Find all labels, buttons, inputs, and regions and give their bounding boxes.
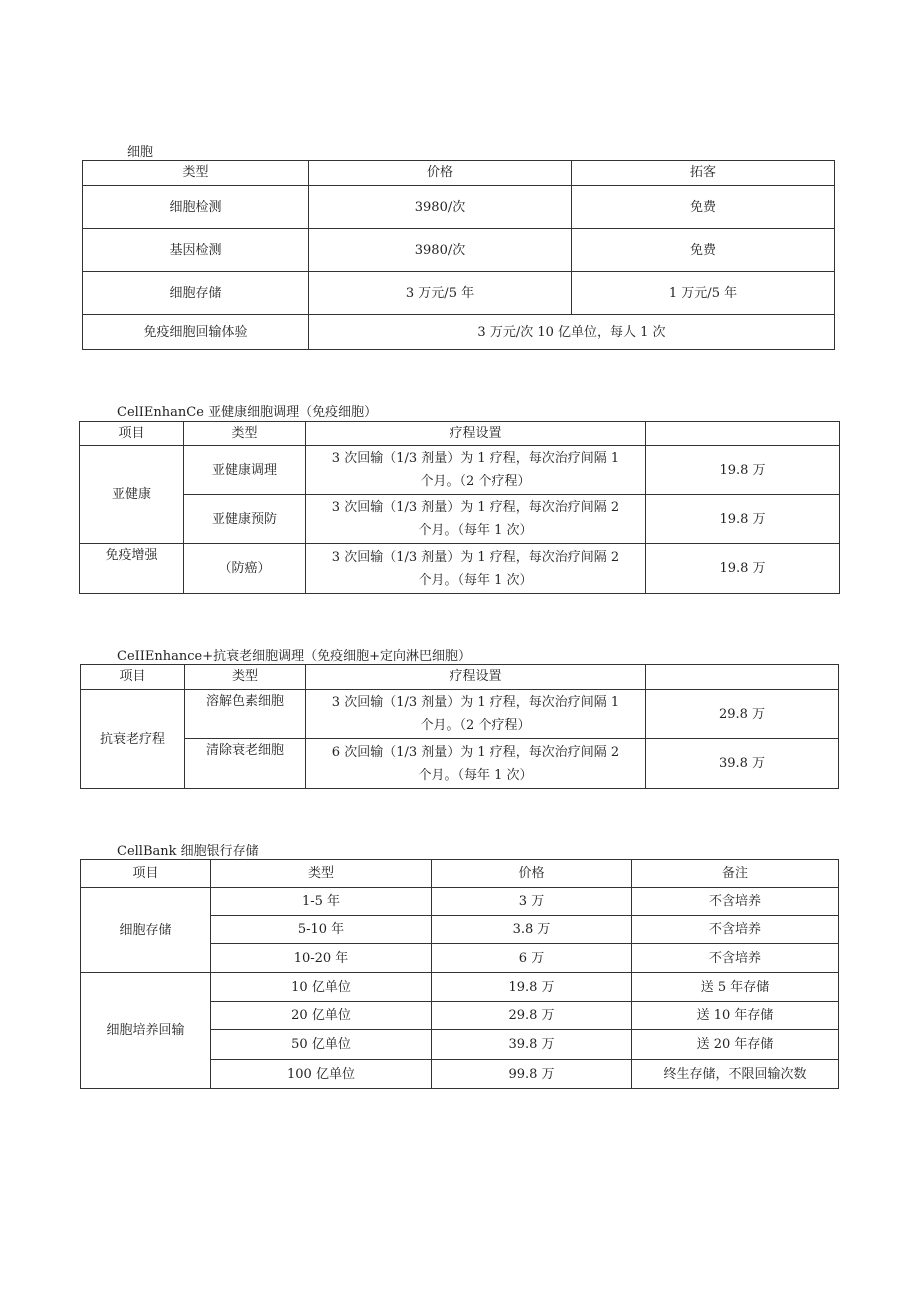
course-line: 个月。（每年 1 次）: [418, 572, 533, 588]
course-line: 个月。（每年 1 次）: [418, 767, 533, 783]
table-row: [83, 186, 835, 229]
cell-promo: 免费: [572, 229, 835, 272]
cell-type: 100 亿单位: [211, 1060, 432, 1089]
table-row: [80, 446, 840, 495]
cell-course: [306, 690, 646, 739]
cell-services-table: [82, 160, 835, 350]
cell-course: [306, 544, 646, 594]
cell-price: 19.8 万: [646, 495, 840, 544]
cell-price: 29.8 万: [646, 690, 839, 739]
cell-course: [306, 739, 646, 789]
cell-type: 基因检测: [83, 229, 309, 272]
table-row: [83, 229, 835, 272]
cell-type: 清除衰老细胞: [185, 739, 306, 789]
course-line: 3 次回输（1/3 剂量）为 1 疗程，每次治疗间隔 1: [331, 695, 620, 710]
cell-type: 10-20 年: [211, 944, 432, 973]
header-type: 类型: [211, 860, 432, 888]
cell-price: 39.8 万: [432, 1030, 632, 1060]
cell-type: 50 亿单位: [211, 1030, 432, 1060]
cell-price-merged: 3 万元/次 10 亿单位，每人 1 次: [309, 315, 835, 350]
anti-aging-table: [80, 664, 839, 789]
cell-price: 6 万: [432, 944, 632, 973]
cell-type: （防癌）: [184, 544, 306, 594]
header-price: [646, 665, 839, 690]
header-promo: 拓客: [572, 161, 835, 186]
course-line: 个月。（每年 1 次）: [418, 523, 533, 538]
table-row: [80, 544, 840, 594]
cell-type: 细胞存储: [83, 272, 309, 315]
cell-note: 送 10 年存储: [632, 1002, 839, 1030]
cell-course: [306, 495, 646, 544]
header-item: 项目: [81, 860, 211, 888]
cell-note: 送 5 年存储: [632, 973, 839, 1002]
table2-caption: CelIEnhanCe 亚健康细胞调理（免疫细胞）: [117, 405, 378, 420]
header-item: 项目: [80, 422, 184, 446]
cell-type: 亚健康预防: [184, 495, 306, 544]
table3-caption: CeIIEnhance+抗衰老细胞调理（免疫细胞+定向淋巴细胞）: [117, 649, 472, 664]
table1-caption: 细胞: [127, 145, 154, 160]
table-row: [83, 315, 835, 350]
cell-type: 1-5 年: [211, 888, 432, 916]
table-row: [81, 973, 839, 1002]
cell-price: 39.8 万: [646, 739, 839, 789]
cell-type: 细胞检测: [83, 186, 309, 229]
table-row: [81, 888, 839, 916]
group-subhealth: 亚健康: [80, 446, 184, 544]
course-line: 个月。（2 个疗程）: [420, 718, 531, 733]
header-price: 价格: [432, 860, 632, 888]
cell-type: 10 亿单位: [211, 973, 432, 1002]
header-price: [646, 422, 840, 446]
cell-type: 亚健康调理: [184, 446, 306, 495]
cell-price: 3 万元/5 年: [309, 272, 572, 315]
cell-note: 送 20 年存储: [632, 1030, 839, 1060]
group-culture: 细胞培养回输: [81, 973, 211, 1089]
table-row: [83, 272, 835, 315]
course-line: 3 次回输（1/3 剂量）为 1 疗程，每次治疗间隔 1: [331, 451, 620, 466]
group-immunity: 免疫增强: [80, 544, 184, 594]
cell-note: 终生存储，不限回输次数: [632, 1060, 839, 1089]
table-row: [81, 739, 839, 789]
cell-price: 19.8 万: [646, 446, 840, 495]
cell-price: 3980/次: [309, 229, 572, 272]
cell-type: 5-10 年: [211, 916, 432, 944]
course-line: 3 次回输（1/3 剂量）为 1 疗程，每次治疗间隔 2: [331, 549, 620, 565]
table4-caption: CellBank 细胞银行存储: [117, 844, 259, 859]
cellbank-table: [80, 859, 839, 1089]
cell-price: 3980/次: [309, 186, 572, 229]
course-line: 个月。（2 个疗程）: [420, 474, 531, 489]
table-row: [80, 495, 840, 544]
header-note: 备注: [632, 860, 839, 888]
header-course: 疗程设置: [306, 665, 646, 690]
cell-type: 20 亿单位: [211, 1002, 432, 1030]
cell-course: [306, 446, 646, 495]
cell-note: 不含培养: [632, 888, 839, 916]
cell-type: 免疫细胞回输体验: [83, 315, 309, 350]
cell-promo: 免费: [572, 186, 835, 229]
cell-price: 3.8 万: [432, 916, 632, 944]
cell-price: 19.8 万: [646, 544, 840, 594]
header-type: 类型: [184, 422, 306, 446]
table-row: [81, 690, 839, 739]
header-type: 类型: [185, 665, 306, 690]
cell-price: 99.8 万: [432, 1060, 632, 1089]
subhealth-table: [79, 421, 840, 594]
group-storage: 细胞存储: [81, 888, 211, 973]
course-line: 6 次回输（1/3 剂量）为 1 疗程，每次治疗间隔 2: [331, 744, 620, 760]
header-price: 价格: [309, 161, 572, 186]
cell-price: 29.8 万: [432, 1002, 632, 1030]
cell-price: 19.8 万: [432, 973, 632, 1002]
group-anti-aging: 抗衰老疗程: [81, 690, 185, 789]
header-course: 疗程设置: [306, 422, 646, 446]
course-line: 3 次回输（1/3 剂量）为 1 疗程，每次治疗间隔 2: [331, 500, 620, 515]
cell-price: 3 万: [432, 888, 632, 916]
cell-note: 不含培养: [632, 916, 839, 944]
cell-type: 溶解色素细胞: [185, 690, 306, 739]
cell-promo: 1 万元/5 年: [572, 272, 835, 315]
cell-note: 不含培养: [632, 944, 839, 973]
header-type: 类型: [83, 161, 309, 186]
header-item: 项目: [81, 665, 185, 690]
